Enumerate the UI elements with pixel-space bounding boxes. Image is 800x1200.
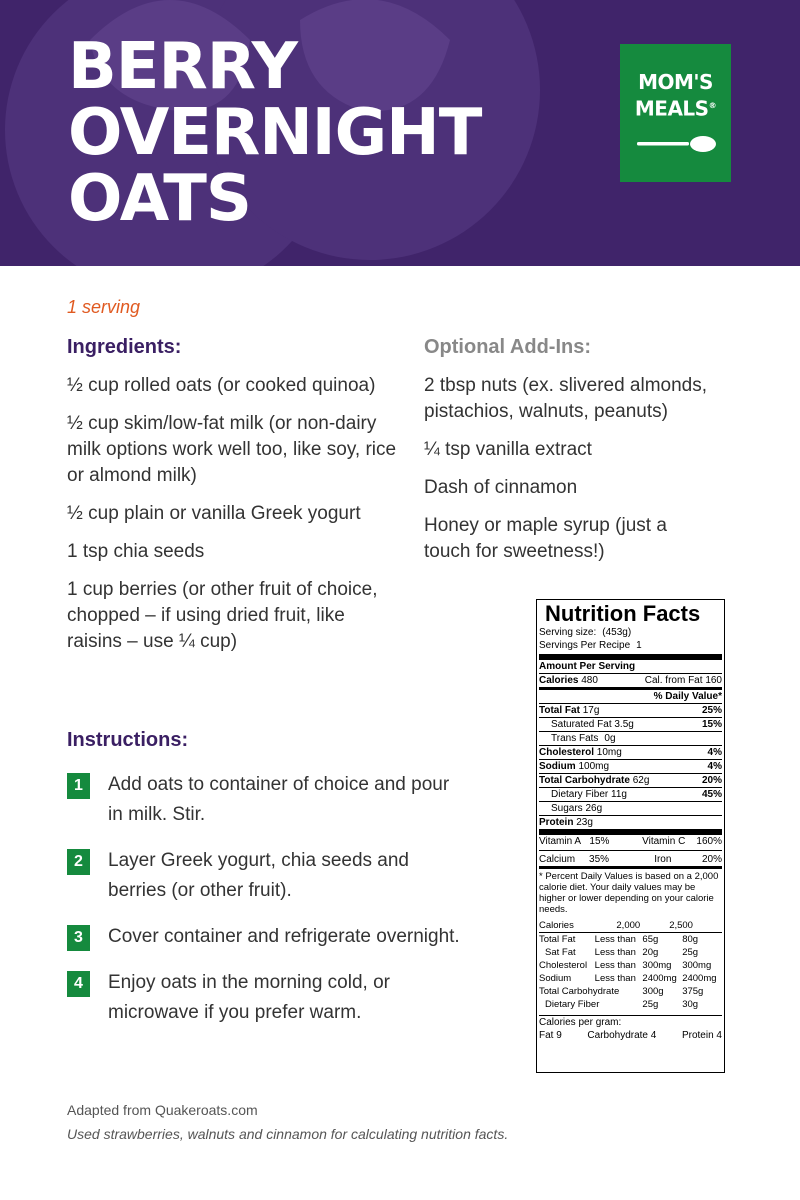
instruction-step [67,968,467,1028]
ref-cell: 300mg [682,960,712,971]
ref-header-cell: Calories [539,920,574,931]
addin-item: ¼ tsp vanilla extract [424,439,592,460]
addin-item: Honey or maple syrup (just a touch for sweetness!) [424,515,667,562]
ref-cell: Less than [594,947,636,958]
vitamin-row-a-c [539,835,722,848]
serving-size-label: Serving size: [539,627,597,638]
instructions-section [67,729,467,1044]
nutrient-row-cholesterol [539,745,722,759]
reference-row [539,959,722,972]
title-line: OVERNIGHT [68,96,482,170]
step-number-badge: 4 [67,971,90,997]
amount-per-serving: Amount Per Serving [539,661,636,672]
calories-per-gram-row [539,1029,722,1042]
instructions-heading: Instructions: [67,729,189,751]
vitamin-a-value: 15% [589,836,610,847]
daily-value-label: % Daily Value* [653,691,722,702]
carb-label: Total Carbohydrate [539,775,630,786]
sodium-dv: 4% [707,761,722,772]
moms-meals-logo [620,44,731,182]
daily-value-footnote: * Percent Daily Values is based on a 2,000 calorie diet. Your daily values may be higher or lower depending on your calorie needs. [539,866,722,919]
ref-cell: Less than [594,934,636,945]
carb-dv: 20% [701,775,722,786]
sugars-value: 26g [585,803,603,814]
serving-count: 1 serving [67,297,141,317]
title-line: BERRY [68,30,297,104]
ref-cell: Sat Fat [545,947,576,958]
ref-cell: 20g [642,947,659,958]
ref-cell: Dietary Fiber [545,999,600,1010]
nutrient-row-sat-fat [539,717,722,731]
reference-row [539,985,722,998]
total-fat-dv: 25% [701,705,722,716]
fiber-dv: 45% [701,789,722,800]
reference-header-row [539,919,722,932]
reference-row [539,972,722,985]
step-number-badge: 1 [67,773,90,799]
ref-cell: 25g [642,999,659,1010]
total-fat-value: 17g [582,705,600,716]
ref-cell: 2400mg [682,973,717,984]
sat-fat-value: 3.5g [614,719,634,730]
instruction-step [67,922,467,952]
source-credit: Adapted from Quakeroats.com [67,1102,258,1118]
addins-heading: Optional Add-Ins: [424,336,592,358]
ingredient-item: 1 tsp chia seeds [67,541,205,562]
ref-cell: Cholesterol [539,960,588,971]
calcium-label: Calcium [539,854,576,865]
logo-text-meals: MEALS [634,96,709,121]
protein-label: Protein [539,817,574,828]
ingredient-item: 1 cup berries (or other fruit of choice, chopped – if using dried fruit, like raisins – use ¼ cup) [67,579,378,652]
cholesterol-value: 10mg [596,747,622,758]
ingredient-item: ½ cup rolled oats (or cooked quinoa) [67,375,376,396]
servings-per-recipe-row [539,639,722,652]
ingredient-item: ½ cup plain or vanilla Greek yogurt [67,503,361,524]
daily-reference-table [539,919,722,932]
reference-row [539,933,722,946]
logo-text-line1: MOM'S [638,70,713,94]
calcium-value: 35% [589,854,610,865]
sat-fat-label: Saturated Fat [551,719,612,730]
nutrition-title: Nutrition Facts [545,601,701,626]
protein-value: 23g [576,817,593,828]
ref-cell: Sodium [539,973,572,984]
calories-label: Calories [539,675,579,686]
reference-row [539,998,722,1011]
recipe-title [68,30,482,236]
ref-cell: Less than [594,960,636,971]
ref-cell: 30g [682,999,699,1010]
nutrient-row-carbohydrate [539,773,722,787]
nutrition-facts-label [536,599,725,1073]
ref-header-cell: 2,500 [669,920,693,931]
sodium-label: Sodium [539,761,576,772]
calories-per-gram-label: Calories per gram: [539,1017,622,1028]
ref-header-cell: 2,000 [616,920,641,931]
vitamin-c-value: 160% [696,836,722,847]
header-banner [0,0,800,266]
title-line: OATS [68,162,251,236]
addins-section [424,336,764,577]
servings-label: Servings Per Recipe [539,640,631,651]
serving-size-row [539,626,722,639]
step-text: Add oats to container of choice and pour in milk. Stir. [108,774,450,825]
ref-cell: 2400mg [642,973,677,984]
ref-cell: 65g [642,934,659,945]
cal-fat-value: 160 [705,675,722,686]
sodium-value: 100mg [578,761,610,772]
ref-cell: 80g [682,934,699,945]
vitamin-a-label: Vitamin A [539,836,582,847]
iron-value: 20% [701,854,722,865]
nutrient-row-sugars [539,801,722,815]
ref-cell: Less than [594,973,636,984]
nutrient-row-protein [539,815,722,829]
trans-fat-label: Trans Fats [551,733,599,744]
calories-value: 480 [581,675,598,686]
ingredients-heading: Ingredients: [67,336,182,358]
cholesterol-dv: 4% [707,747,722,758]
sugars-label: Sugars [551,803,583,814]
carb-value: 62g [632,775,650,786]
step-number-badge: 2 [67,849,90,875]
fiber-label: Dietary Fiber [551,789,609,800]
per-gram-carb: Carbohydrate 4 [587,1030,657,1041]
nutrient-row-total-fat [539,703,722,717]
registered-mark: ® [708,101,717,110]
servings-value: 1 [636,640,642,651]
spoon-icon [637,134,717,154]
instruction-step [67,846,467,906]
ref-cell: 25g [682,947,699,958]
ingredient-item: ½ cup skim/low-fat milk (or non-dairy milk options work well too, like soy, rice or almond milk) [67,413,397,486]
fiber-value: 11g [611,789,627,800]
nutrient-row-trans-fat [539,731,722,745]
per-gram-fat: Fat 9 [539,1030,562,1041]
per-gram-protein: Protein 4 [681,1030,722,1041]
step-text: Cover container and refrigerate overnight. [108,926,460,947]
step-number-badge: 3 [67,925,90,951]
ref-cell: 375g [682,986,704,997]
ref-cell: Total Fat [539,934,576,945]
ref-cell: Total Carbohydrate [539,986,620,997]
ref-cell: 300g [642,986,664,997]
calories-row [539,673,722,687]
mineral-row-calcium-iron [539,850,722,866]
step-text: Enjoy oats in the morning cold, or microwave if you prefer warm. [108,972,390,1023]
cal-fat-label: Cal. from Fat [644,675,703,686]
nutrient-row-fiber [539,787,722,801]
cholesterol-label: Cholesterol [539,747,595,758]
trans-fat-value: 0g [604,733,616,744]
reference-row [539,946,722,959]
addin-item: Dash of cinnamon [424,477,578,498]
ingredients-section [67,336,397,667]
serving-size-value: (453g) [602,627,632,638]
step-text: Layer Greek yogurt, chia seeds and berries (or other fruit). [108,850,410,901]
iron-label: Iron [654,854,672,865]
ref-cell: 300mg [642,960,672,971]
daily-value-header [539,687,722,703]
sat-fat-dv: 15% [701,719,722,730]
instruction-step [67,770,467,830]
logo-text-line2 [620,94,731,121]
nutrient-row-sodium [539,759,722,773]
addin-item: 2 tbsp nuts (ex. slivered almonds, pistachios, walnuts, peanuts) [424,375,708,422]
nutrition-note: Used strawberries, walnuts and cinnamon for calculating nutrition facts. [67,1126,509,1142]
vitamin-c-label: Vitamin C [642,836,686,847]
daily-reference-values [539,933,722,1011]
total-fat-label: Total Fat [539,705,580,716]
